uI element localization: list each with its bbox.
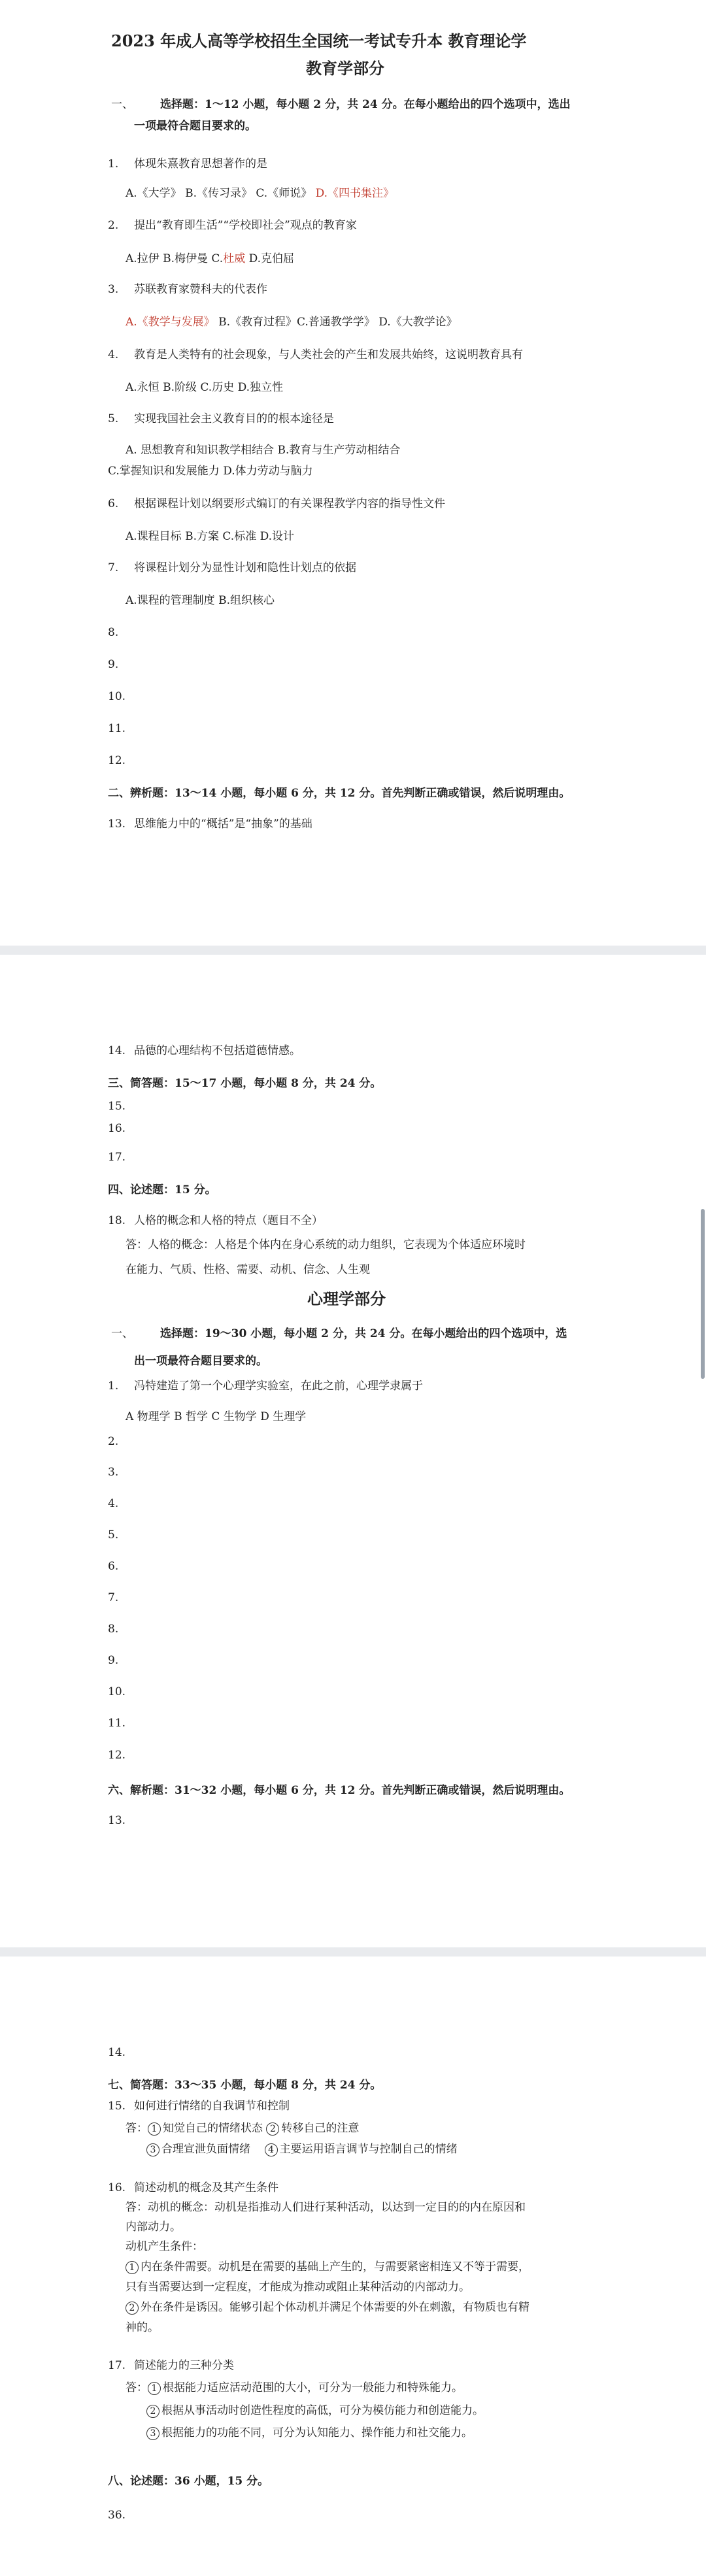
question-stem: 简述能力的三种分类	[134, 2359, 234, 2372]
question-number: 15.	[108, 2100, 126, 2113]
answer-text: 只有当需要达到一定程度，才能成为推动或阻止某种活动的内部动力。	[126, 2281, 470, 2294]
answer-text: 答： 1 根据能力适应活动范围的大小，可分为一般能力和特殊能力。	[126, 2381, 463, 2394]
answer-text: 内部动力。	[126, 2221, 181, 2234]
question-number: 2.	[108, 1435, 119, 1448]
question-stem: 品德的心理结构不包括道德情感。	[134, 1044, 301, 1057]
answer-highlight: 杜威	[223, 252, 246, 265]
answer-text: 在能力、气质、性格、需要、动机、信念、人生观	[126, 1263, 370, 1276]
question-options: C.掌握知识和发展能力 D.体力劳动与脑力	[108, 465, 313, 478]
question-number: 3.	[108, 1466, 119, 1479]
answer-highlight: D.《四书集注》	[315, 187, 395, 200]
question-number: 1.	[108, 1379, 119, 1393]
question-number: 8.	[108, 1623, 119, 1636]
section-instructions: 选择题：19～30 小题，每小题 2 分，共 24 分。在每小题给出的四个选项中，选	[160, 1327, 567, 1340]
question-number: 14.	[108, 2046, 126, 2059]
question-stem: 如何进行情绪的自我调节和控制	[134, 2100, 290, 2113]
question-number: 8.	[108, 626, 119, 639]
question-number: 1.	[108, 157, 119, 171]
answer-text: 答：人格的概念：人格是个体内在身心系统的动力组织，它表现为个体适应环境时	[126, 1238, 526, 1251]
question-stem: 冯特建造了第一个心理学实验室，在此之前，心理学隶属于	[134, 1379, 423, 1393]
question-number: 10.	[108, 1685, 126, 1698]
question-number: 7.	[108, 561, 119, 574]
question-stem: 提出“教育即生活”“学校即社会”观点的教育家	[134, 219, 357, 232]
question-number: 13.	[108, 1814, 126, 1827]
question-number: 2.	[108, 219, 119, 232]
question-number: 3.	[108, 283, 119, 296]
section-heading: 三、简答题：15～17 小题，每小题 8 分，共 24 分。	[108, 1077, 382, 1090]
question-stem: 苏联教育家赞科夫的代表作	[134, 283, 267, 296]
question-number: 36.	[108, 2509, 126, 2522]
section-heading: 八、论述题：36 小题，15 分。	[108, 2475, 269, 2488]
question-number: 17.	[108, 1151, 126, 1164]
answer-highlight: A.《教学与发展》	[126, 316, 215, 329]
question-number: 9.	[108, 658, 119, 671]
answer-text: 答：动机的概念：动机是指推动人们进行某种活动，以达到一定目的的内在原因和	[126, 2201, 526, 2214]
section-heading: 二、辨析题：13～14 小题，每小题 6 分，共 12 分。首先判断正确或错误，然后说明理由。	[108, 787, 571, 800]
question-number: 17.	[108, 2359, 126, 2372]
question-number: 5.	[108, 1528, 119, 1542]
question-number: 12.	[108, 754, 126, 767]
question-options: A.《教学与发展》 B.《教育过程》C.普通教学学》 D.《大教学论》	[126, 316, 458, 329]
question-stem: 思维能力中的“概括”是“抽象”的基础	[134, 817, 312, 831]
section-heading: 七、简答题：33～35 小题，每小题 8 分，共 24 分。	[108, 2079, 382, 2092]
answer-text: 动机产生条件：	[126, 2240, 203, 2253]
answer-text: 3 根据能力的功能不同，可分为认知能力、操作能力和社交能力。	[146, 2426, 473, 2440]
answer-text: 神的。	[126, 2321, 159, 2334]
section-heading: 六、解析题：31～32 小题，每小题 6 分，共 12 分。首先判断正确或错误，然后说明理由。	[108, 1784, 571, 1797]
question-stem: 教育是人类特有的社会现象，与人类社会的产生和发展共始终，这说明教育具有	[134, 348, 523, 361]
question-number: 11.	[108, 1717, 126, 1730]
question-number: 14.	[108, 1044, 126, 1057]
question-number: 18.	[108, 1214, 126, 1227]
section-number: 一、	[111, 98, 133, 111]
answer-text: 3 合理宣泄负面情绪 4 主要运用语言调节与控制自己的情绪	[146, 2142, 458, 2156]
question-number: 6.	[108, 1560, 119, 1573]
question-options: A.拉伊 B.梅伊曼 C.杜威 D.克伯屈	[126, 252, 295, 265]
question-number: 7.	[108, 1591, 119, 1604]
section-instructions-cont: 出一项最符合题目要求的。	[134, 1355, 267, 1368]
question-stem: 将课程计划分为显性计划和隐性计划点的依据	[134, 561, 356, 574]
question-options: A.课程的管理制度 B.组织核心	[126, 594, 275, 607]
question-number: 15.	[108, 1100, 126, 1113]
question-number: 6.	[108, 497, 119, 510]
section-heading: 四、论述题：15 分。	[108, 1183, 216, 1197]
question-number: 16.	[108, 2181, 126, 2194]
answer-text: 2 根据从事活动时创造性程度的高低，可分为模仿能力和创造能力。	[146, 2403, 484, 2418]
question-number: 16.	[108, 1122, 126, 1135]
answer-text: 答： 1 知觉自己的情绪状态 2 转移自己的注意	[126, 2122, 360, 2135]
question-options: A 物理学 B 哲学 C 生物学 D 生理学	[126, 1410, 307, 1423]
question-options: A.《大学》 B.《传习录》 C.《师说》 D.《四书集注》	[126, 187, 395, 200]
question-number: 9.	[108, 1654, 119, 1667]
question-stem: 简述动机的概念及其产生条件	[134, 2181, 278, 2194]
question-number: 4.	[108, 348, 119, 361]
document-page-1	[0, 0, 706, 946]
page-gap	[0, 1947, 706, 1957]
question-stem: 根据课程计划以纲要形式编订的有关课程教学内容的指导性文件	[134, 497, 445, 510]
section-number: 一、	[111, 1327, 133, 1340]
answer-text: 2 外在条件是诱因。能够引起个体动机并满足个体需要的外在刺激，有物质也有精	[126, 2300, 530, 2315]
question-stem: 体现朱熹教育思想著作的是	[134, 157, 267, 171]
question-number: 12.	[108, 1749, 126, 1762]
answer-text: 1 内在条件需要。动机是在需要的基础上产生的，与需要紧密相连又不等于需要，	[126, 2260, 530, 2274]
question-options: A. 思想教育和知识教学相结合 B.教育与生产劳动相结合	[126, 444, 401, 457]
document-page-2	[0, 955, 706, 1947]
question-options: A.永恒 B.阶级 C.历史 D.独立性	[126, 381, 284, 394]
section-title-psychology: 心理学部分	[307, 1289, 386, 1308]
question-number: 11.	[108, 722, 126, 735]
exam-title: 2023 年成人高等学校招生全国统一考试专升本 教育理论学	[111, 31, 527, 50]
question-options: A.课程目标 B.方案 C.标准 D.设计	[126, 530, 295, 543]
question-number: 4.	[108, 1497, 119, 1510]
section-instructions: 选择题：1～12 小题，每小题 2 分，共 24 分。在每小题给出的四个选项中，选出	[160, 98, 571, 111]
question-number: 5.	[108, 412, 119, 425]
section-instructions-cont: 一项最符合题目要求的。	[134, 120, 256, 133]
question-number: 10.	[108, 690, 126, 703]
question-stem: 人格的概念和人格的特点（题目不全）	[134, 1214, 323, 1227]
section-title-education: 教育学部分	[306, 59, 384, 78]
scrollbar-thumb[interactable]	[701, 1209, 705, 1379]
page-gap	[0, 946, 706, 955]
question-number: 13.	[108, 817, 126, 831]
question-stem: 实现我国社会主义教育目的的根本途径是	[134, 412, 334, 425]
